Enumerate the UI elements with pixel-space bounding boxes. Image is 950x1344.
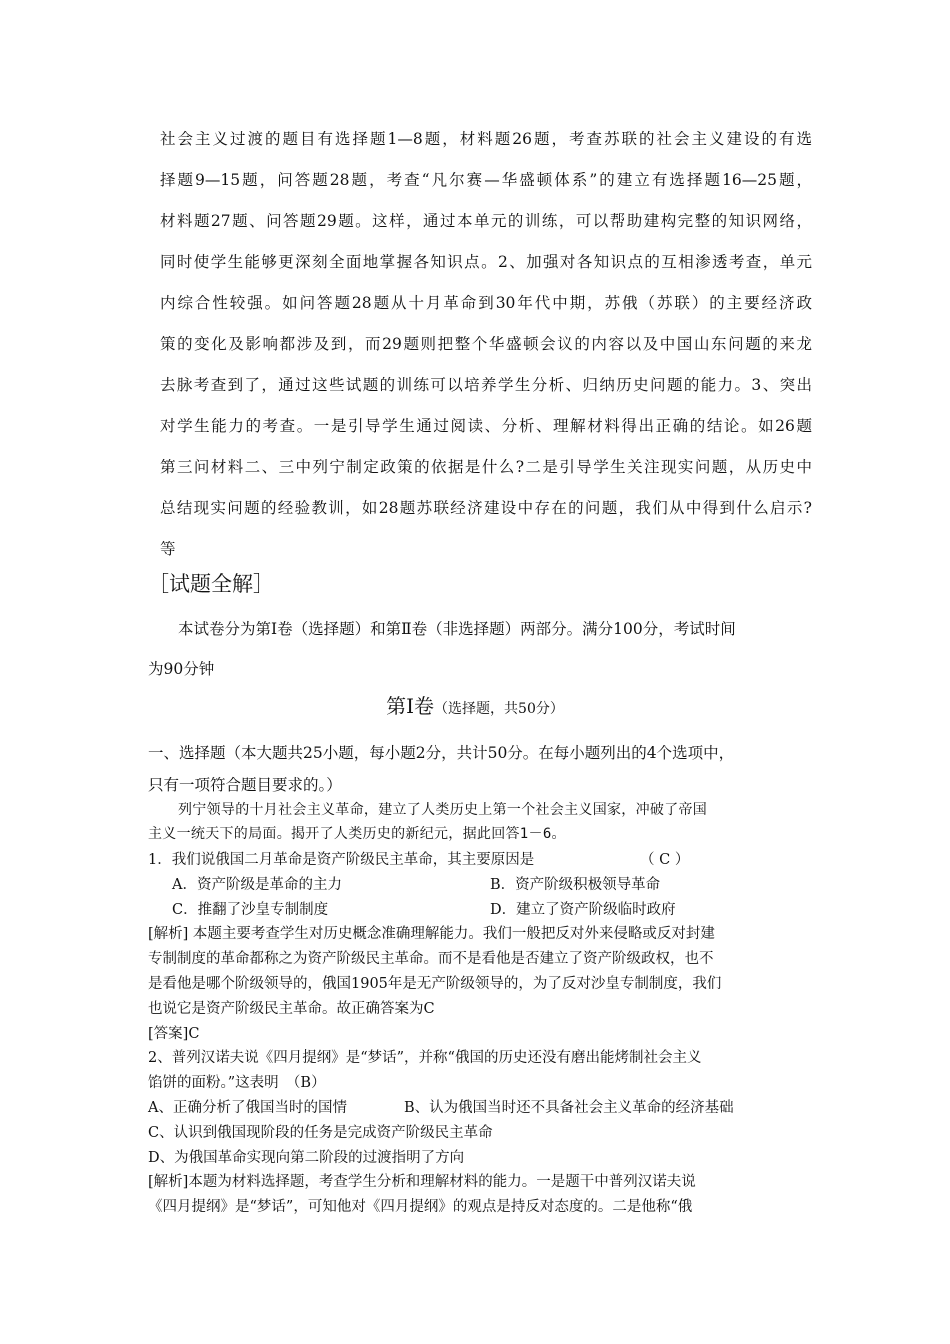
q1-option-c: C．推翻了沙皇专制制度	[172, 902, 329, 918]
intro-line: 去脉考查到了，通过这些试题的训练可以培养学生分析、归纳历史问题的能力。3、突出	[160, 376, 812, 394]
q1-analysis-line: [解析] 本题主要考查学生对历史概念准确理解能力。我们一般把反对外来侵略或反对封建	[148, 926, 715, 942]
q1-analysis-line: 专制制度的革命都称之为资产阶级民主革命。而不是看他是否建立了资产阶级政权，也不	[148, 951, 714, 967]
intro-paragraph	[160, 119, 812, 570]
part1-title-main: 第Ⅰ卷	[386, 694, 435, 718]
section-desc-line1: 本试卷分为第Ⅰ卷（选择题）和第Ⅱ卷（非选择题）两部分。满分100分，考试时间	[178, 620, 736, 638]
intro-line: 对学生能力的考查。一是引导学生通过阅读、分析、理解材料得出正确的结论。如26题	[160, 417, 812, 435]
material-line1: 列宁领导的十月社会主义革命，建立了人类历史上第一个社会主义国家，冲破了帝国	[178, 802, 708, 818]
q2-option-a: A、正确分析了俄国当时的国情	[148, 1100, 347, 1116]
q1-analysis-line: 是看他是哪个阶级领导的，俄国1905年是无产阶级领导的，为了反对沙皇专制制度，我们	[148, 976, 722, 992]
material-line2: 主义一统天下的局面。揭开了人类历史的新纪元，据此回答1－6。	[148, 826, 566, 842]
q2-option-c: C、认识到俄国现阶段的任务是完成资产阶级民主革命	[148, 1125, 493, 1141]
intro-line: 等	[160, 540, 176, 558]
q1-option-a: A．资产阶级是革命的主力	[172, 877, 342, 893]
q2-option-b: B、认为俄国当时还不具备社会主义革命的经济基础	[404, 1100, 734, 1116]
q1-option-d: D．建立了资产阶级临时政府	[490, 902, 676, 918]
intro-line: 第三问材料二、三中列宁制定政策的依据是什么?二是引导学生关注现实问题，从历史中	[160, 458, 812, 476]
part1-instructions-line1: 一、选择题（本大题共25小题，每小题2分，共计50分。在每小题列出的4个选项中，	[148, 744, 735, 762]
q2-stem-line2: 馅饼的面粉。”这表明 （B）	[148, 1075, 326, 1091]
intro-line: 材料题27题、问答题29题。这样，通过本单元的训练，可以帮助建构完整的知识网络，	[160, 212, 812, 230]
intro-line: 同时使学生能够更深刻全面地掌握各知识点。2、加强对各知识点的互相渗透考查，单元	[160, 253, 812, 271]
intro-line: 择题9—15题，问答题28题，考查“凡尔赛—华盛顿体系”的建立有选择题16—25题，	[160, 171, 812, 189]
intro-line: 内综合性较强。如问答题28题从十月革命到30年代中期，苏俄（苏联）的主要经济政	[160, 294, 812, 312]
q1-answer-mark: （ C ）	[640, 852, 690, 868]
q2-analysis-line: [解析]本题为材料选择题，考查学生分析和理解材料的能力。一是题干中普列汉诺夫说	[148, 1174, 696, 1190]
intro-line: 策的变化及影响都涉及到，而29题则把整个华盛顿会议的内容以及中国山东问题的来龙	[160, 335, 812, 353]
q2-stem-line1: 2、普列汉诺夫说《四月提纲》是“梦话”，并称“俄国的历史还没有磨出能烤制社会主义	[148, 1050, 702, 1066]
section-desc-line2: 为90分钟	[148, 660, 215, 678]
q1-stem: 1．我们说俄国二月革命是资产阶级民主革命，其主要原因是	[148, 852, 535, 868]
q2-option-d: D、为俄国革命实现向第二阶段的过渡指明了方向	[148, 1150, 465, 1166]
part1-instructions-line2: 只有一项符合题目要求的。）	[148, 776, 342, 794]
intro-line: 社会主义过渡的题目有选择题1—8题，材料题26题，考查苏联的社会主义建设的有选	[160, 130, 812, 148]
part1-title	[0, 690, 950, 719]
q1-option-b: B．资产阶级积极领导革命	[490, 877, 661, 893]
q1-analysis-line: 也说它是资产阶级民主革命。故正确答案为C	[148, 1001, 435, 1017]
section-title: ［试题全解］	[148, 572, 274, 596]
intro-line: 总结现实问题的经验教训，如28题苏联经济建设中存在的问题，我们从中得到什么启示?	[160, 499, 812, 517]
part1-title-sub: （选择题，共50分）	[434, 701, 564, 717]
q2-analysis-line: 《四月提纲》是“梦话”，可知他对《四月提纲》的观点是持反对态度的。二是他称“俄	[148, 1199, 693, 1215]
q1-answer: [答案]C	[148, 1026, 200, 1042]
